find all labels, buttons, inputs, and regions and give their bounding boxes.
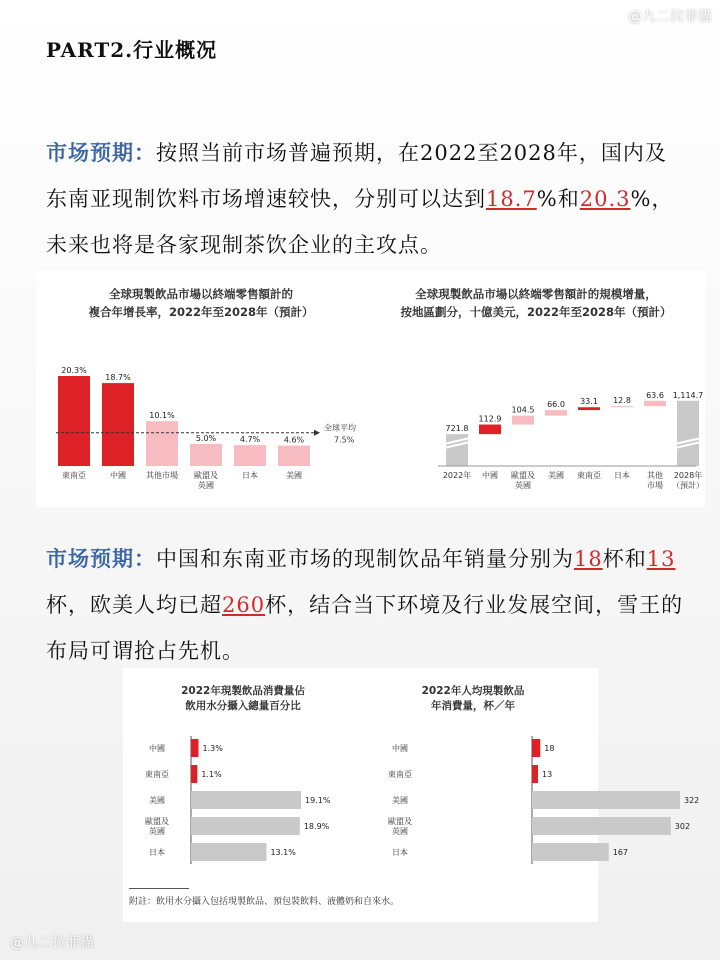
data-label: 322 [684, 796, 700, 805]
data-label: 1.1% [201, 770, 222, 779]
data-label: 18 [544, 744, 555, 753]
paragraph-market-expectation-2 [46, 536, 686, 674]
bar [234, 445, 266, 466]
chart-card-top [36, 271, 705, 507]
category-label: 英國 [392, 827, 408, 836]
data-label: 63.6 [646, 390, 664, 400]
paragraph-text: 杯，结合当下环境及行业发展空间，雪王的布局可谓抢占先机。 [46, 593, 684, 663]
category-label: 中國 [482, 471, 498, 480]
category-label: 歐盟及 [194, 471, 218, 480]
chart-title-line: 全球現製飲品市場以終端零售額計的 [109, 287, 293, 301]
category-label: 東南亞 [577, 471, 601, 480]
data-label: 1,114.7 [672, 390, 704, 400]
bar [644, 401, 666, 406]
watermark-top: @九二拉菲猫 [628, 9, 712, 25]
chart-waterfall [376, 271, 705, 507]
category-label: 美國 [149, 796, 165, 805]
category-label: 美國 [286, 471, 302, 480]
bar [532, 739, 540, 757]
category-label: 英國 [149, 827, 165, 836]
category-label: 日本 [149, 848, 165, 857]
category-label: 東南亞 [145, 770, 169, 779]
highlight-value: 20.3 [579, 187, 631, 211]
chart-title-line: 全球現製飲品市場以終端零售額計的規模增量， [415, 287, 657, 301]
paragraph-text: 中国和东南亚市场的现制饮品年销量分别为 [156, 547, 574, 571]
bar [102, 383, 134, 466]
category-label: 中國 [110, 471, 126, 480]
highlight-value: 260 [222, 593, 266, 617]
bar [532, 817, 671, 835]
category-label: 中國 [149, 744, 165, 753]
part-title: PART2.行业概况 [46, 38, 218, 62]
paragraph-text: 杯，欧美人均已超 [46, 593, 222, 617]
category-label: 英國 [515, 481, 531, 490]
category-label: 美國 [392, 796, 408, 805]
average-arrow [314, 430, 320, 436]
category-label: 美國 [548, 471, 564, 480]
data-label: 10.1% [149, 411, 175, 421]
category-label: 東南亞 [62, 471, 86, 480]
chart-title-line: 飲用水分攝入總量百分比 [185, 700, 301, 712]
paragraph-text: %和 [536, 187, 580, 211]
chart-title-line: 2022年現製飲品消費量佔 [181, 685, 305, 697]
data-label: 167 [612, 848, 629, 857]
chart-card-bottom [123, 668, 700, 922]
highlight-value: 18.7 [486, 187, 537, 211]
category-label: 日本 [392, 848, 408, 857]
category-label: 市場 [647, 481, 663, 490]
category-label: 歐盟及 [145, 817, 169, 826]
category-label: 2028年 [673, 471, 703, 480]
category-label: 東南亞 [388, 770, 412, 779]
data-label: 5.0% [195, 433, 217, 443]
data-label: 33.1 [580, 397, 598, 407]
data-label: 13.1% [270, 848, 296, 857]
chart-title-line: 年消費量，杯／年 [431, 700, 515, 712]
category-label: 中國 [392, 744, 408, 753]
chart-cagr [36, 271, 376, 507]
category-label: 日本 [242, 471, 258, 480]
note-divider [129, 888, 189, 889]
chart-per-capita [360, 668, 700, 883]
bar [512, 416, 534, 425]
bar [191, 739, 198, 757]
category-label: 歐盟及 [511, 471, 535, 480]
category-label: 其他 [647, 471, 663, 480]
category-label: （預計） [672, 481, 704, 490]
chart-title-line: 2022年人均現製飲品 [421, 685, 525, 697]
bar [191, 843, 266, 861]
chart-share [123, 668, 360, 883]
bar [545, 410, 567, 416]
bar [278, 446, 310, 466]
bar [532, 843, 609, 861]
data-label: 18.7% [105, 373, 131, 383]
category-label: 歐盟及 [388, 817, 412, 826]
bar [191, 791, 301, 809]
bar [532, 791, 680, 809]
data-label: 4.7% [239, 435, 261, 445]
data-label: 721.8 [445, 424, 469, 434]
paragraph-market-expectation-1 [46, 130, 686, 268]
average-label: 全球平均 [324, 423, 356, 433]
data-label: 66.0 [547, 400, 565, 410]
paragraph-lead: 市场预期： [46, 140, 156, 165]
data-label: 112.9 [478, 414, 502, 424]
bar [58, 376, 90, 466]
bar [611, 406, 633, 407]
data-label: 4.6% [283, 435, 305, 445]
paragraph-text: 按照当前市场普遍预期，在2022至2028年，国内及东南亚现制饮料市场增速较快，分别可以达到 [46, 141, 667, 211]
data-label: 18.9% [303, 822, 330, 831]
highlight-value: 13 [646, 547, 676, 571]
chart-title-line: 按地區劃分，十億美元，2022年至2028年（預計） [400, 305, 672, 319]
paragraph-text: 杯和 [602, 547, 647, 571]
bar [146, 421, 178, 466]
category-label: 2022年 [442, 471, 472, 480]
bar [191, 765, 197, 783]
highlight-value: 18 [574, 547, 603, 571]
chart-title-line: 複合年增長率，2022年至2028年（預計） [88, 305, 314, 319]
bar [479, 425, 501, 435]
bar [677, 401, 699, 466]
data-label: 104.5 [511, 405, 535, 415]
data-label: 20.3% [61, 366, 87, 375]
bar [190, 444, 222, 466]
chart-note: 附註：飲用水分攝入包括現製飲品、預包裝飲料、液體奶和自來水。 [129, 897, 400, 907]
category-label: 日本 [614, 471, 630, 480]
watermark-bottom: @九二拉菲猫 [10, 935, 94, 951]
data-label: 19.1% [305, 796, 331, 805]
paragraph-text: %，未来也将是各家现制茶饮企业的主攻点。 [46, 187, 674, 257]
paragraph-lead: 市场预期： [46, 546, 156, 571]
bar [578, 407, 600, 410]
category-label: 其他市場 [146, 471, 178, 480]
category-label: 英國 [198, 481, 214, 490]
data-label: 1.3% [202, 744, 223, 753]
average-value-label: 7.5% [334, 435, 355, 445]
data-label: 12.8 [613, 396, 631, 406]
data-label: 302 [674, 822, 691, 831]
bar [191, 817, 300, 835]
bar [532, 765, 538, 783]
data-label: 13 [542, 770, 553, 779]
